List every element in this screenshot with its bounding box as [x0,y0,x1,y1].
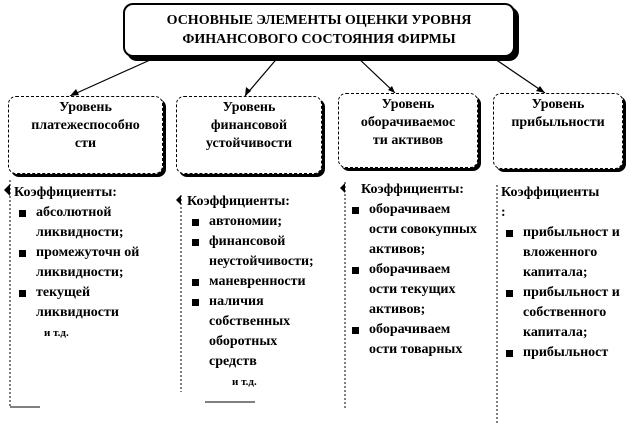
solvency-arrow-tip [4,184,10,196]
list-item: абсолютной ликвидности; [14,203,151,243]
level-stability-line1: Уровень [222,100,276,115]
list-item: оборачиваем ости текущих активов; [347,260,477,320]
etc-stability: и т.д. [232,376,257,388]
level-turnover-line3: ти активов [372,133,444,148]
arrowhead-profitability [536,86,545,93]
coef-list-stability [187,192,337,392]
coef-list-turnover [347,180,487,360]
arrowhead-stability [245,87,251,96]
solvency-items [14,203,169,323]
turnover-items [347,200,487,360]
list-item: оборачиваем ости совокупных активов; [347,200,477,260]
arrow-to-turnover [355,55,395,93]
level-box-turnover [338,93,478,168]
arrow-to-stability [245,55,280,96]
main-title-box [123,3,515,57]
level-box-solvency [8,96,163,174]
list-item: прибыльност и собственного капитала; [501,283,623,343]
list-item: финансовой неустойчивости; [187,232,329,272]
coef-list-profitability [501,183,631,363]
level-turnover-line2: оборачиваемос [360,115,456,130]
list-item: прибыльност [501,343,623,363]
level-turnover-line1: Уровень [381,97,435,112]
turnover-arrow-tip [340,183,345,193]
stability-items [187,212,337,372]
level-profitability-line2: прибыльности [511,115,605,130]
level-stability-line2: финансовой [210,118,288,133]
level-profitability-line1: Уровень [531,97,585,112]
level-solvency-line3: сти [74,136,97,151]
level-stability-line3: устойчивости [205,136,293,151]
coef-label-turnover: Коэффициенты: [361,182,464,197]
coef-label-solvency: Коэффициенты: [14,185,117,200]
level-solvency-line2: платежеспособно [31,118,140,133]
list-item: маневренности [187,272,337,292]
list-item: наличия собственных оборотных средств [187,292,319,372]
list-item: прибыльност и вложенного капитала; [501,223,623,283]
list-item: текущей ликвидности [14,283,151,323]
coef-label-stability: Коэффициенты: [187,194,290,209]
coef-label-profitability: Коэффициенты [501,185,600,200]
main-title-line2: ФИНАНСОВОГО СОСТОЯНИЯ ФИРМЫ [182,32,456,47]
etc-solvency: и т.д. [44,327,69,339]
coef-list-solvency [14,183,169,343]
coef-label-profitability-colon: : [501,205,506,220]
list-item: оборачиваем ости товарных [347,320,477,360]
level-box-stability [176,96,322,174]
level-box-profitability [493,93,623,169]
level-solvency-line1: Уровень [59,100,112,115]
list-item: промежуточн ой ликвидности; [14,243,151,283]
profitability-items [501,223,631,363]
list-item: автономии; [187,212,337,232]
main-title-line1: ОСНОВНЫЕ ЭЛЕМЕНТЫ ОЦЕНКИ УРОВНЯ [166,13,472,28]
stability-arrow-tip [176,195,181,205]
arrowhead-solvency [70,89,79,96]
